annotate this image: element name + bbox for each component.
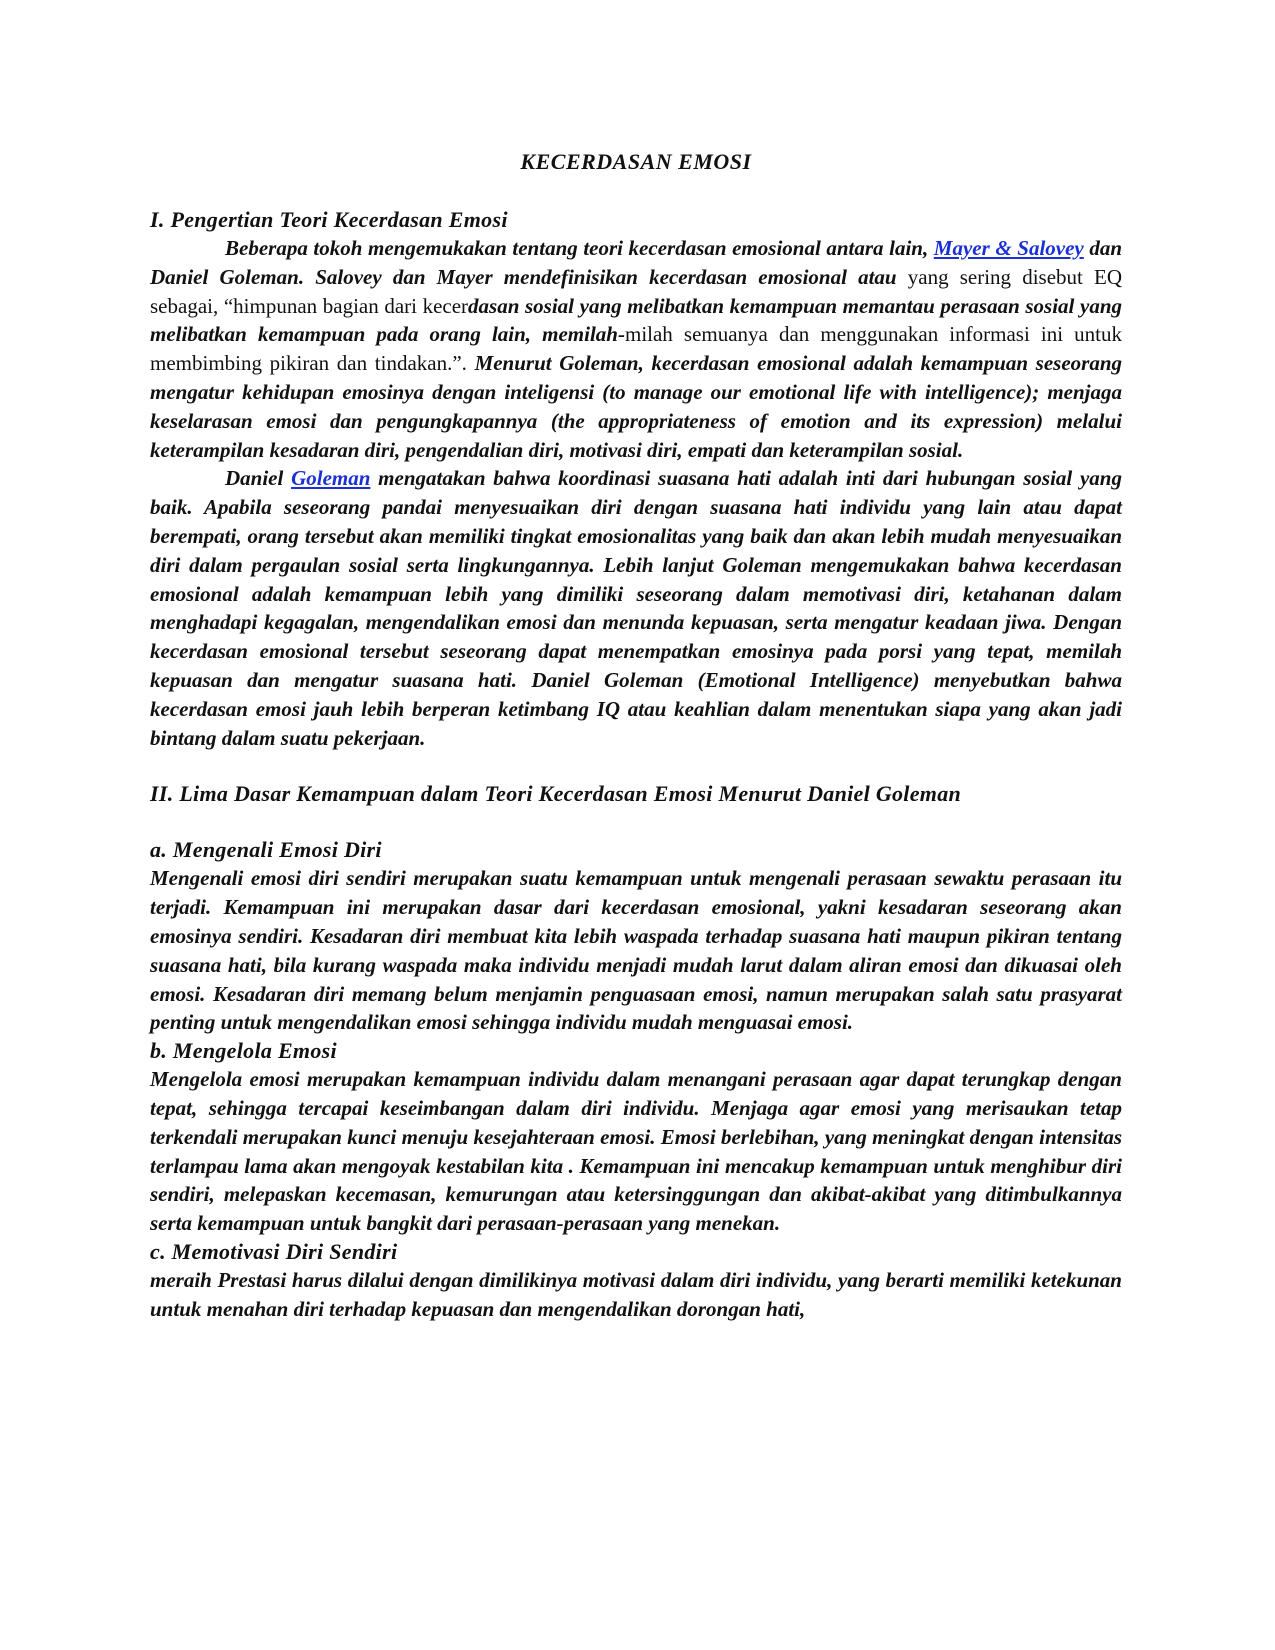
section-1-paragraph-2	[150, 464, 1122, 752]
paragraph-text: Beberapa tokoh mengemukakan tentang teori kecerdasan emosional antara lain,	[225, 236, 934, 260]
subsection-a-text: Mengenali emosi diri sendiri merupakan suatu kemampuan untuk mengenali perasaan sewaktu perasaan itu terjadi. Kemampuan ini merupakan dasar dari kecerdasan emosional, yakni kesadaran seseorang akan emosinya sendiri. Kesadaran diri membuat kita lebih waspada terhadap suasana hati maupun pikiran tentang suasana hati, bila kurang waspada maka individu menjadi mudah larut dalam aliran emosi dan dikuasai oleh emosi. Kesadaran diri memang belum menjamin penguasaan emosi, namun merupakan salah satu prasyarat penting untuk mengendalikan emosi sehingga individu mudah menguasai emosi.	[150, 866, 1122, 1035]
paragraph-text: dasan sosial yang melibatkan kemampuan memantau perasaan sosial yang melibatkan kemampuan pada orang lain, memilah-	[150, 293, 1122, 347]
document-page	[150, 148, 1122, 1324]
subsection-b-text: Mengelola emosi merupakan kemampuan individu dalam menangani perasaan agar dapat terungkap dengan tepat, sehingga tercapai keseimbangan dalam diri individu. Menjaga agar emosi yang merisaukan tetap terkendali merupakan kunci menuju kesejahteraan emosi. Emosi berlebihan, yang meningkat dengan intensitas terlampau lama akan mengoyak kestabilan kita . Kemampuan ini mencakup kemampuan untuk menghibur diri sendiri, melepaskan kecemasan, kemurungan atau ketersinggungan dan akibat-akibat yang ditimbulkannya serta kemampuan untuk bangkit dari perasaan-perasaan yang menekan.	[150, 1067, 1122, 1236]
subsection-c-heading: c. Memotivasi Diri Sendiri	[150, 1238, 398, 1264]
paragraph-text: Menurut Goleman, kecerdasan emosional adalah kemampuan seseorang mengatur kehidupan emosinya dengan inteligensi (to manage our emotional life with intelligence); menjaga keselarasan emosi dan pengungkapannya (the appropriateness of emotion and its expression) melalui keterampilan kesadaran diri, pengendalian diri, motivasi diri, empati dan keterampilan sosial.	[150, 351, 1122, 462]
paragraph-text: Daniel	[225, 466, 292, 491]
paragraph-text: mengatakan bahwa koordinasi suasana hati adalah inti dari hubungan sosial yang baik. Apabila seseorang pandai menyesuaikan diri dengan suasana hati individu yang lain atau dapat berempati, orang tersebut akan memiliki tingkat emosionalitas yang baik dan akan lebih mudah menyesuaikan diri dalam pergaulan sosial serta lingkungannya. Lebih lanjut Goleman mengemukakan bahwa kecerdasan emosional adalah kemampuan lebih yang dimiliki seseorang dalam memotivasi diri, ketahanan dalam menghadapi kegagalan, mengendalikan emosi dan menunda kepuasan, serta mengatur keadaan jiwa. Dengan kecerdasan emosional tersebut seseorang dapat menempatkan emosinya pada porsi yang tepat, memilah kepuasan dan mengatur suasana hati. Daniel Goleman (Emotional Intelligence) menyebutkan bahwa kecerdasan emosi jauh lebih berperan ketimbang IQ atau keahlian dalam menentukan siapa yang akan jadi bintang dalam suatu pekerjaan.	[150, 466, 1122, 750]
paragraph-text: yang sering disebut EQ sebagai, “himpunan bagian dari kecer	[150, 264, 1123, 318]
section-1-heading: I. Pengertian Teori Kecerdasan Emosi	[150, 207, 508, 232]
document-title: KECERDASAN EMOSI	[520, 149, 752, 174]
subsection-c-text: meraih Prestasi harus dilalui dengan dimilikinya motivasi dalam diri individu, yang berarti memiliki ketekunan untuk menahan diri terhadap kepuasan dan mengendalikan dorongan hati,	[150, 1267, 1122, 1321]
section-1-paragraph-1	[150, 234, 1122, 464]
section-2-heading: II. Lima Dasar Kemampuan dalam Teori Kecerdasan Emosi Menurut Daniel Goleman	[150, 781, 962, 807]
paragraph-text: milah semuanya dan menggunakan informasi ini untuk membimbing pikiran dan tindakan.”.	[150, 322, 1122, 376]
subsection-b-heading: b. Mengelola Emosi	[150, 1038, 337, 1064]
goleman-link[interactable]: Goleman	[291, 466, 371, 491]
subsection-a-heading: a. Mengenali Emosi Diri	[150, 837, 382, 863]
mayer-salovey-link[interactable]: Mayer & Salovey	[933, 236, 1084, 260]
paragraph-text: dan Daniel Goleman. Salovey dan Mayer mendefinisikan kecerdasan emosional atau	[150, 236, 1123, 289]
